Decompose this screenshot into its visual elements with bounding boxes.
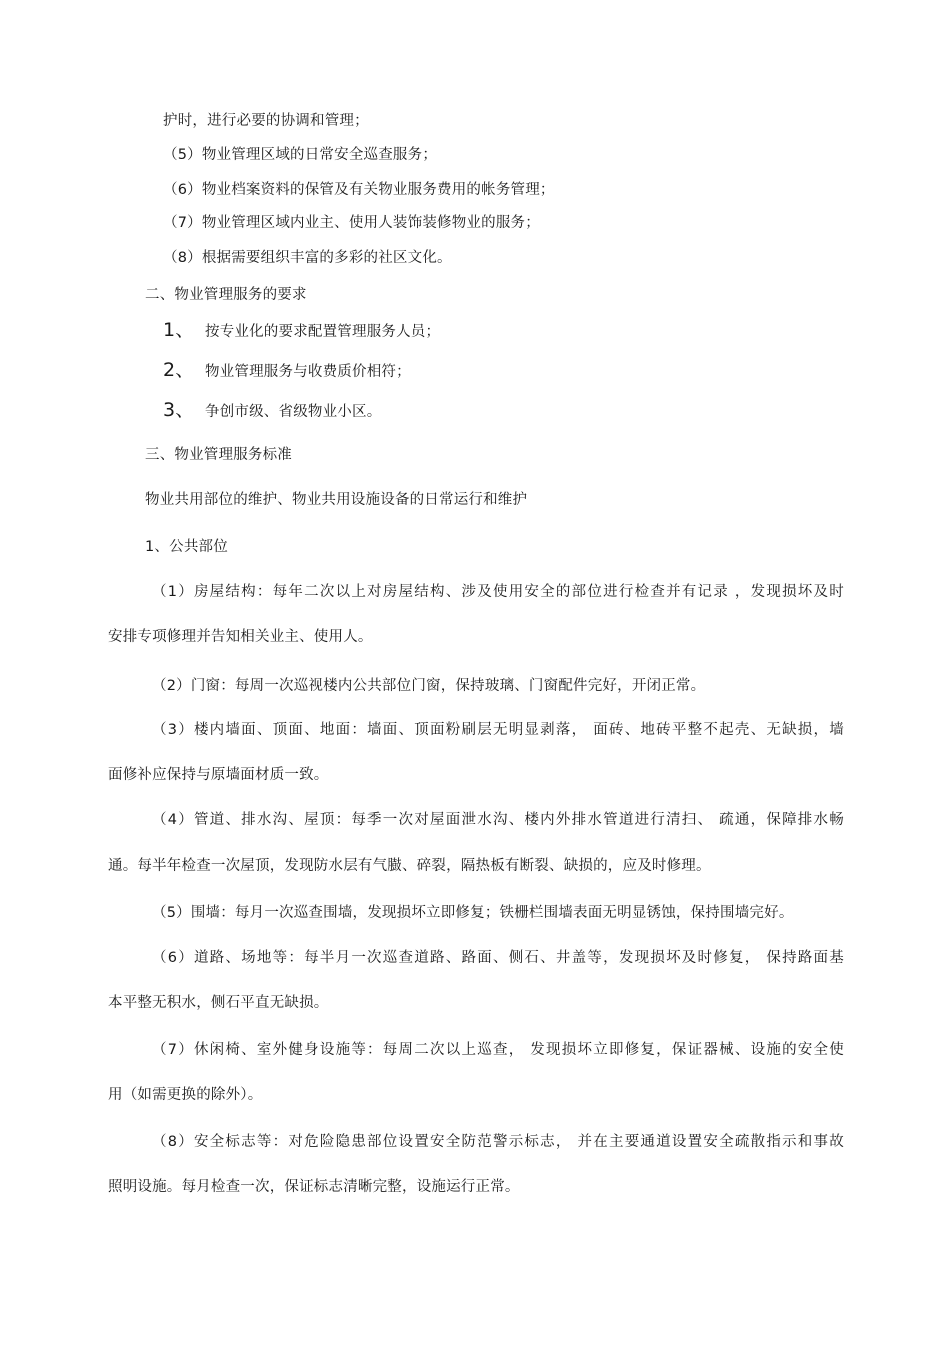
paragraph-line: （4）管道、排水沟、屋顶：每季一次对屋面泄水沟、楼内外排水管道进行清扫、 疏通，保障排水畅 xyxy=(152,812,844,828)
text-line: 护时，进行必要的协调和管理； xyxy=(163,113,369,129)
paragraph-line: （7）休闲椅、室外健身设施等：每周二次以上巡查， 发现损坏立即修复，保证器械、设施的安全使 xyxy=(152,1042,844,1058)
paragraph-line: （6）道路、场地等：每半月一次巡查道路、路面、侧石、井盖等，发现损坏及时修复， 保持路面基 xyxy=(152,950,844,966)
paragraph-line: （5）围墙：每月一次巡查围墙，发现损坏立即修复；铁栅栏围墙表面无明显锈蚀，保持围墙完好。 xyxy=(152,905,794,921)
requirement-number: 1、 xyxy=(163,319,195,341)
paragraph: 物业共用部位的维护、物业共用设施设备的日常运行和维护 xyxy=(145,492,528,508)
requirement-item xyxy=(163,400,381,422)
paragraph-line: （1）房屋结构：每年二次以上对房屋结构、涉及使用安全的部位进行检查并有记录 ，发现损坏及时 xyxy=(152,584,844,600)
paragraph-line: 照明设施。每月检查一次，保证标志清晰完整，设施运行正常。 xyxy=(108,1179,520,1195)
requirement-number: 2、 xyxy=(163,359,195,381)
list-item: （5）物业管理区域的日常安全巡查服务； xyxy=(163,147,438,163)
paragraph-line: 面修补应保持与原墙面材质一致。 xyxy=(108,767,329,783)
requirement-number: 3、 xyxy=(163,399,195,421)
paragraph-line: 本平整无积水，侧石平直无缺损。 xyxy=(108,995,329,1011)
paragraph-line: （2）门窗：每周一次巡视楼内公共部位门窗，保持玻璃、门窗配件完好，开闭正常。 xyxy=(152,678,706,694)
paragraph-line: （8）安全标志等：对危险隐患部位设置安全防范警示标志， 并在主要通道设置安全疏散指示和事故 xyxy=(152,1134,844,1150)
paragraph-line: （3）楼内墙面、顶面、地面：墙面、顶面粉刷层无明显剥落， 面砖、地砖平整不起壳、无缺损，墙 xyxy=(152,722,844,738)
section-heading: 三、物业管理服务标准 xyxy=(145,447,292,463)
requirement-text: 按专业化的要求配置管理服务人员； xyxy=(205,324,441,340)
list-item: （7）物业管理区域内业主、使用人装饰装修物业的服务； xyxy=(163,215,540,231)
requirement-text: 争创市级、省级物业小区。 xyxy=(205,404,382,420)
subsection-heading: 1、公共部位 xyxy=(145,539,228,555)
requirement-item xyxy=(163,320,440,342)
section-heading: 二、物业管理服务的要求 xyxy=(145,287,307,303)
paragraph-line: 用（如需更换的除外）。 xyxy=(108,1087,263,1103)
requirement-item xyxy=(163,360,411,382)
requirement-text: 物业管理服务与收费质价相符； xyxy=(205,364,411,380)
list-item: （6）物业档案资料的保管及有关物业服务费用的帐务管理； xyxy=(163,182,555,198)
list-item: （8）根据需要组织丰富的多彩的社区文化。 xyxy=(163,250,452,266)
paragraph-line: 通。每半年检查一次屋顶，发现防水层有气臌、碎裂，隔热板有断裂、缺损的，应及时修理。 xyxy=(108,858,711,874)
paragraph-line: 安排专项修理并告知相关业主、使用人。 xyxy=(108,629,373,645)
